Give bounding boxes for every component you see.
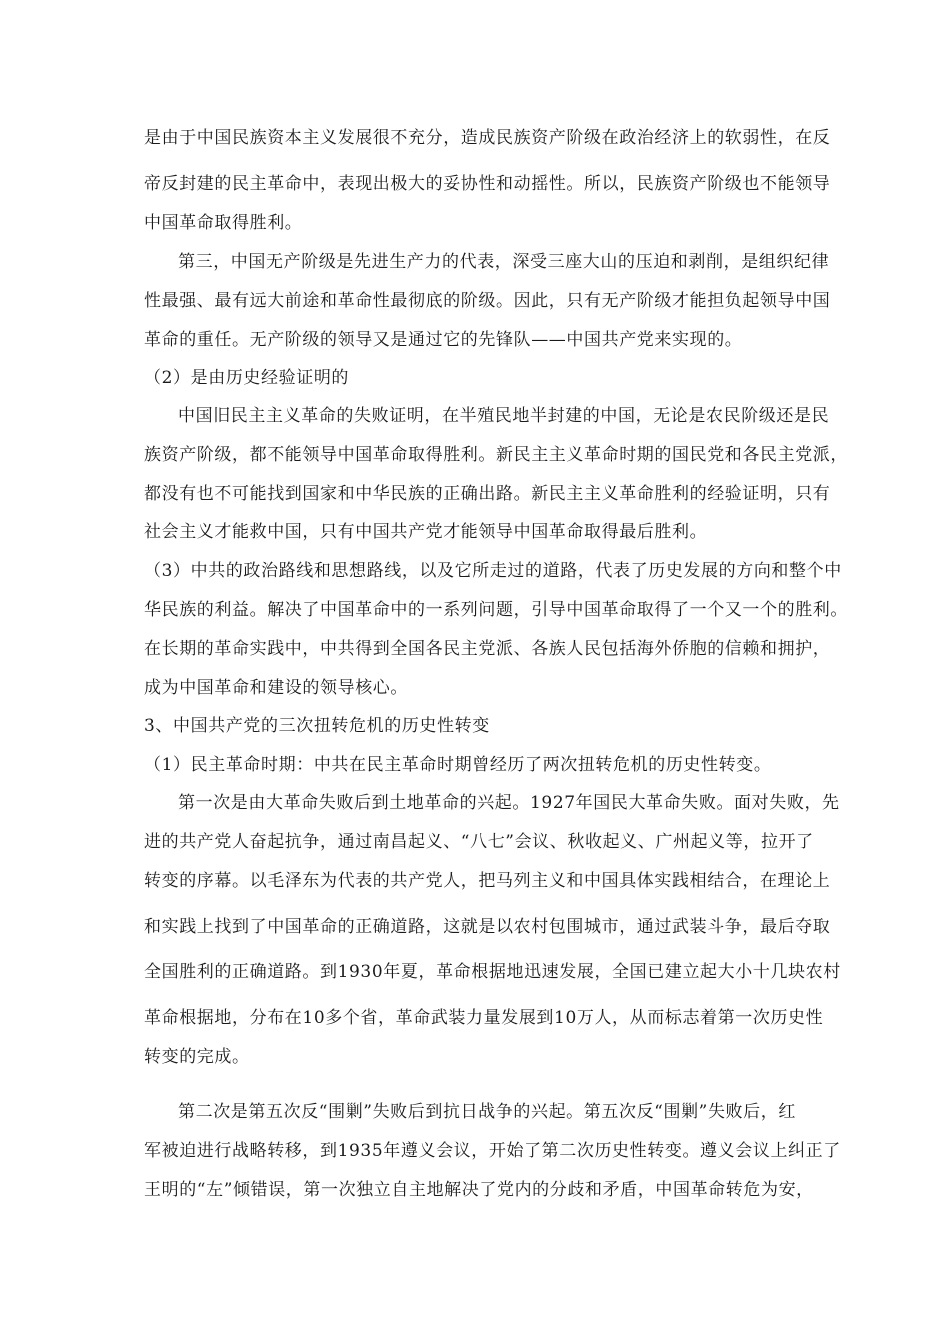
subsection-heading: （3）中共的政治路线和思想路线，以及它所走过的道路，代表了历史发展的方向和整个中 — [144, 561, 842, 581]
subsection-heading: （2）是由历史经验证明的 — [144, 368, 350, 388]
body-text-line: 社会主义才能救中国，只有中国共产党才能领导中国革命取得最后胜利。 — [144, 522, 708, 542]
body-text-line: 转变的序幕。以毛泽东为代表的共产党人，把马列主义和中国具体实践相结合，在理论上 — [144, 871, 831, 891]
body-text-line: 军被迫进行战略转移，到1935年遵义会议，开始了第二次历史性转变。遵义会议上纠正了 — [144, 1141, 841, 1161]
body-text-line: 中国革命取得胜利。 — [144, 213, 303, 233]
section-heading: 3、中国共产党的三次扭转危机的历史性转变 — [144, 716, 490, 736]
paragraph-first-line: 第三，中国无产阶级是先进生产力的代表，深受三座大山的压迫和剥削，是组织纪律 — [178, 252, 830, 272]
paragraph-first-line: 中国旧民主主义革命的失败证明，在半殖民地半封建的中国，无论是农民阶级还是民 — [178, 406, 830, 426]
body-text-line: 族资产阶级，都不能领导中国革命取得胜利。新民主主义革命时期的国民党和各民主党派， — [144, 445, 848, 465]
body-text-line: 转变的完成。 — [144, 1047, 250, 1067]
body-text-line: 华民族的利益。解决了中国革命中的一系列问题，引导中国革命取得了一个又一个的胜利。 — [144, 600, 848, 620]
body-text-line: 是由于中国民族资本主义发展很不充分，造成民族资产阶级在政治经济上的软弱性，在反 — [144, 128, 831, 148]
body-text-line: 都没有也不可能找到国家和中华民族的正确出路。新民主主义革命胜利的经验证明，只有 — [144, 484, 831, 504]
paragraph-first-line: 第一次是由大革命失败后到土地革命的兴起。1927年国民大革命失败。面对失败，先 — [178, 793, 840, 813]
body-text-line: 帝反封建的民主革命中，表现出极大的妥协性和动摇性。所以，民族资产阶级也不能领导 — [144, 174, 831, 194]
body-text-line: 在长期的革命实践中，中共得到全国各民主党派、各族人民包括海外侨胞的信赖和拥护， — [144, 639, 831, 659]
body-text-line: 成为中国革命和建设的领导核心。 — [144, 678, 408, 698]
subsection-heading: （1）民主革命时期：中共在民主革命时期曾经历了两次扭转危机的历史性转变。 — [144, 755, 772, 775]
body-text-line: 进的共产党人奋起抗争，通过南昌起义、“八七”会议、秋收起义、广州起义等，拉开了 — [144, 832, 814, 852]
paragraph-first-line: 第二次是第五次反“围剿”失败后到抗日战争的兴起。第五次反“围剿”失败后，红 — [178, 1102, 796, 1122]
body-text-line: 和实践上找到了中国革命的正确道路，这就是以农村包围城市，通过武装斗争，最后夺取 — [144, 917, 831, 937]
body-text-line: 革命的重任。无产阶级的领导又是通过它的先锋队——中国共产党来实现的。 — [144, 330, 743, 350]
body-text-line: 性最强、最有远大前途和革命性最彻底的阶级。因此，只有无产阶级才能担负起领导中国 — [144, 291, 831, 311]
body-text-line: 革命根据地，分布在10多个省，革命武装力量发展到10万人，从而标志着第一次历史性 — [144, 1008, 824, 1028]
body-text-line: 王明的“左”倾错误，第一次独立自主地解决了党内的分歧和矛盾，中国革命转危为安， — [144, 1180, 814, 1200]
body-text-line: 全国胜利的正确道路。到1930年夏，革命根据地迅速发展，全国已建立起大小十几块农村 — [144, 962, 841, 982]
